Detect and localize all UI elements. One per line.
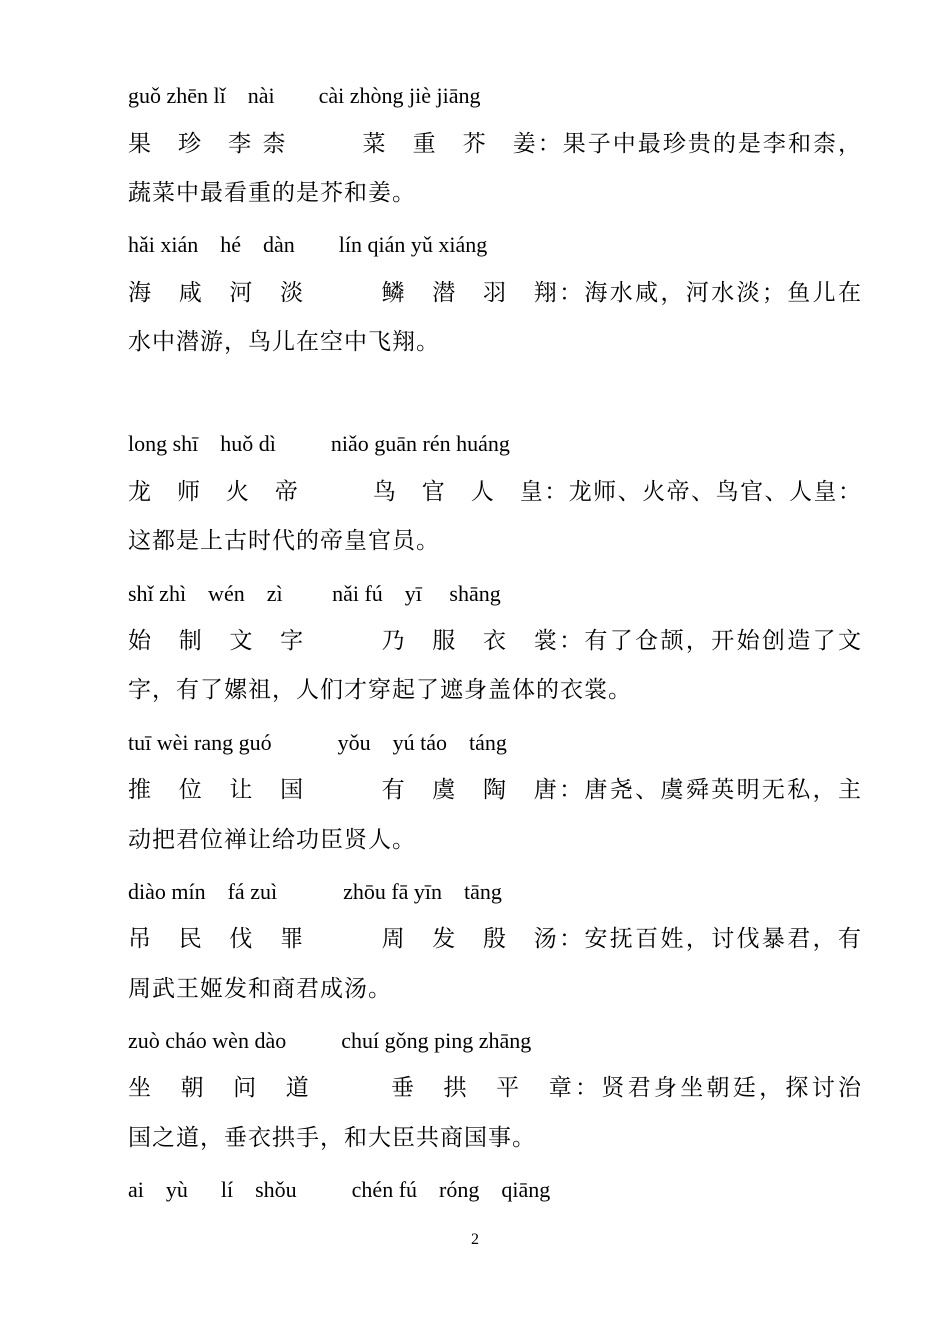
explanation-line: 蔬菜中最看重的是芥和姜。 <box>128 180 416 206</box>
pinyin-line: guǒ zhēn lǐ nài cài zhòng jiè jiāng <box>128 83 481 108</box>
page-number: 2 <box>471 1231 479 1248</box>
verse-line: 始 制 文 字 乃 服 衣 裳：有了仓颉，开始创造了文 <box>128 628 862 654</box>
explanation-line: 周武王姬发和商君成汤。 <box>128 976 392 1002</box>
verse-line: 果 珍 李 柰 菜 重 芥 姜：果子中最珍贵的是李和柰， <box>128 131 862 157</box>
pinyin-line: diào mín fá zuì zhōu fā yīn tāng <box>128 879 502 904</box>
pinyin-line: shǐ zhì wén zì nǎi fú yī shāng <box>128 581 501 606</box>
verse-line: 坐 朝 问 道 垂 拱 平 章：贤君身坐朝廷，探讨治 <box>128 1075 862 1101</box>
pinyin-line: zuò cháo wèn dào chuí gǒng ping zhāng <box>128 1028 532 1053</box>
explanation-line: 水中潜游，鸟儿在空中飞翔。 <box>128 329 440 355</box>
explanation-line: 国之道，垂衣拱手，和大臣共商国事。 <box>128 1125 536 1151</box>
verse-line: 海 咸 河 淡 鳞 潜 羽 翔：海水咸，河水淡；鱼儿在 <box>128 280 862 306</box>
explanation-line: 动把君位禅让给功臣贤人。 <box>128 827 416 853</box>
verse-line: 龙 师 火 帝 鸟 官 人 皇：龙师、火帝、鸟官、人皇： <box>128 479 862 505</box>
verse-line: 推 位 让 国 有 虞 陶 唐：唐尧、虞舜英明无私，主 <box>128 777 862 803</box>
pinyin-line: ai yù lí shǒu chén fú róng qiāng <box>128 1177 551 1202</box>
verse-line: 吊 民 伐 罪 周 发 殷 汤：安抚百姓，讨伐暴君，有 <box>128 926 862 952</box>
pinyin-line: long shī huǒ dì niǎo guān rén huáng <box>128 431 510 456</box>
explanation-line: 这都是上古时代的帝皇官员。 <box>128 528 440 554</box>
explanation-line: 字，有了嫘祖，人们才穿起了遮身盖体的衣裳。 <box>128 677 632 703</box>
pinyin-line: hǎi xián hé dàn lín qián yǔ xiáng <box>128 232 488 257</box>
pinyin-line: tuī wèi rang guó yǒu yú táo táng <box>128 730 507 755</box>
